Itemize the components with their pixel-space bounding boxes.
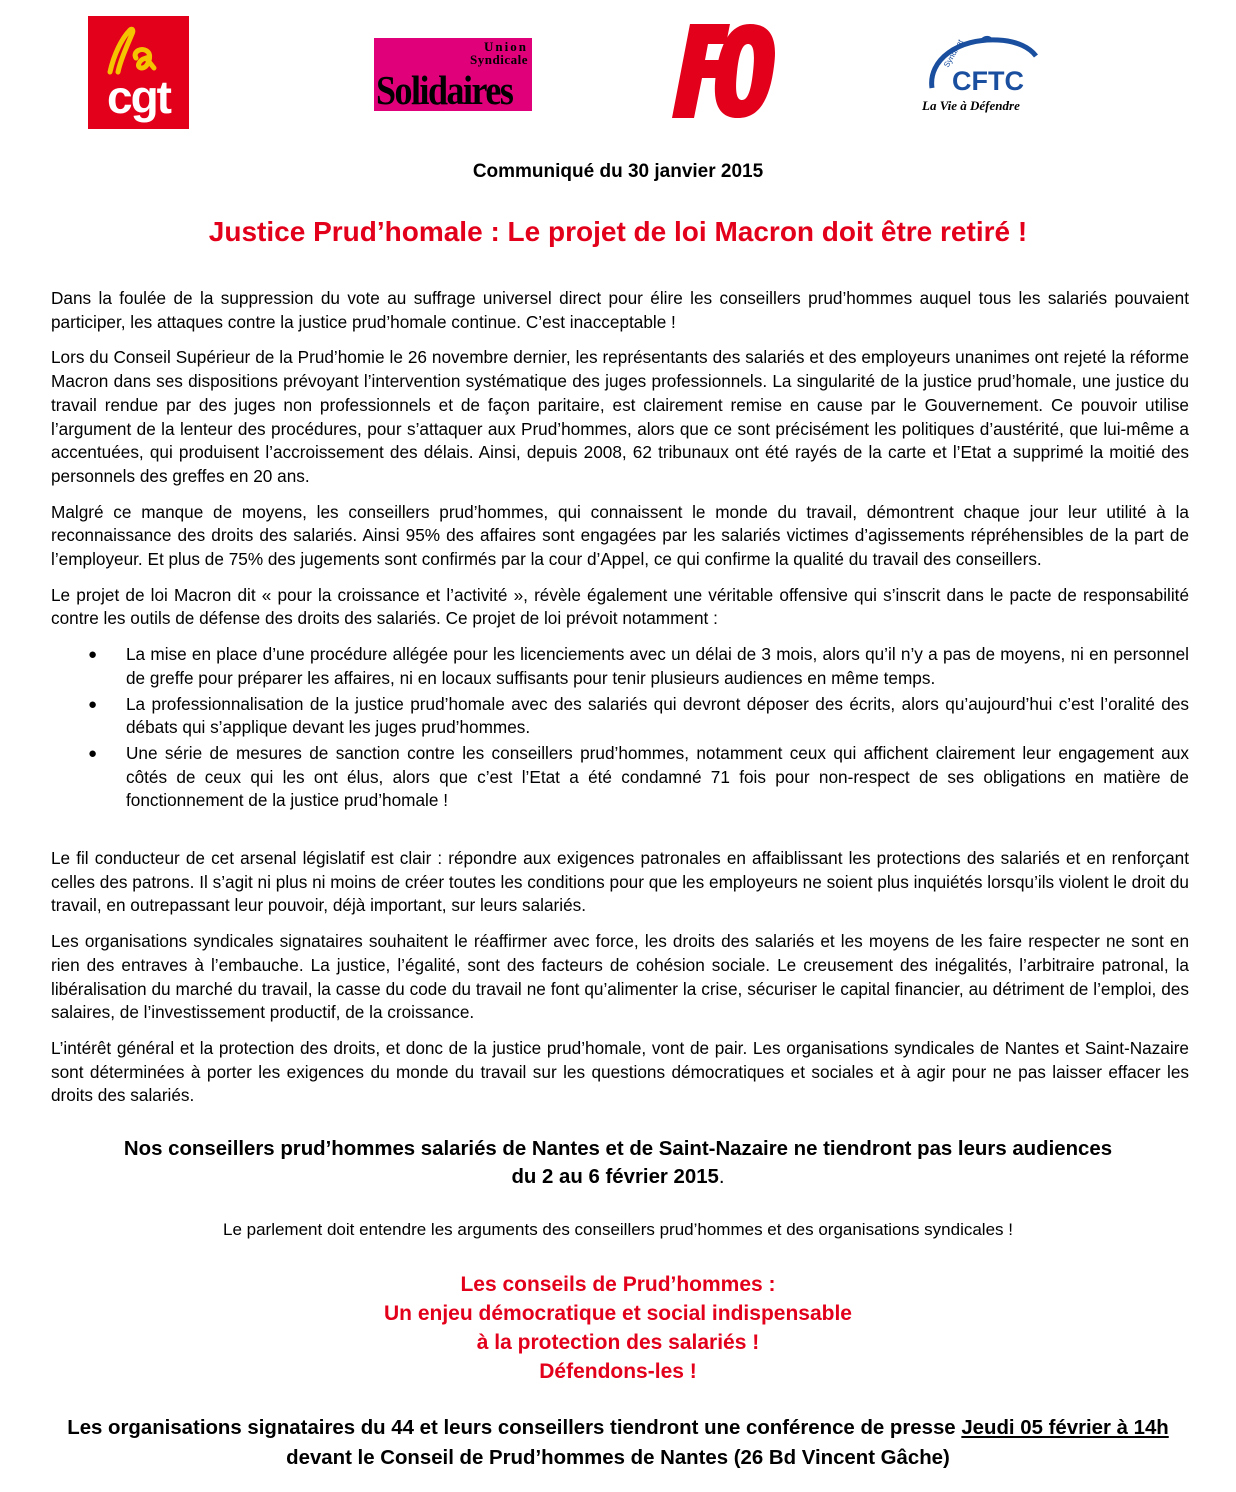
bullet-icon: ● bbox=[88, 695, 98, 713]
communique-date: Communiqué du 30 janvier 2015 bbox=[472, 161, 764, 182]
cftc-logo-icon bbox=[918, 30, 1050, 114]
paragraph-6: Les organisations syndicales signataires souhaitent le réaffirmer avec force, les droits des salariés et les moyens de les faire respecter ne sont en rien des entraves à l’embauche. La justice, l’égalité, sont des facteurs de cohésion sociale. Le creusement des inégalités, l’arbitraire patronal, la libéralisation du marché du travail, la casse du code du travail ne font qu’alimenter la crise, sécuriser le capital financier, au détriment de l’emploi, des salaires, de l’investissement productif, de la croissance. bbox=[51, 931, 1189, 1023]
bullet-list bbox=[51, 643, 1189, 813]
slogan-line-1: Les conseils de Prud’hommes : bbox=[460, 1273, 776, 1296]
press-date-time: Jeudi 05 février à 14h bbox=[961, 1417, 1169, 1439]
slogan-block bbox=[0, 1270, 1236, 1386]
announcement-period: . bbox=[718, 1166, 725, 1188]
fo-logo bbox=[672, 20, 778, 122]
list-item bbox=[51, 643, 1189, 690]
bullet-icon: ● bbox=[88, 646, 98, 664]
cgt-la-script-icon bbox=[96, 24, 182, 78]
cgt-logo bbox=[88, 16, 189, 129]
bullet-icon: ● bbox=[88, 744, 98, 762]
solidaires-name: Solidaires bbox=[376, 67, 513, 111]
announcement-dates: du 2 au 6 février 2015 bbox=[511, 1166, 719, 1188]
list-item bbox=[51, 742, 1189, 813]
slogan-line-2: Un enjeu démocratique et social indispensable bbox=[384, 1302, 852, 1325]
page-title: Justice Prud’homale : Le projet de loi Macron doit être retiré ! bbox=[208, 216, 1028, 247]
list-item-text: La professionnalisation de la justice prud’homale avec des salariés qui devront déposer des écrits, alors qu’aujourd’hui c’est l’oralité des débats qui s’applique devant les juges prud’hommes. bbox=[126, 693, 1189, 738]
announcement-line-1: Nos conseillers prud’hommes salariés de Nantes et de Saint-Nazaire ne tiendront pas leurs audiences bbox=[123, 1138, 1113, 1160]
cftc-logo bbox=[918, 30, 1050, 114]
paragraph-5: Le fil conducteur de cet arsenal législatif est clair : répondre aux exigences patronales en affaiblissant les protections des salariés et en renforçant celles des patrons. Il s’agit ni plus ni moins de créer toutes les conditions pour que les employeurs ne soient plus inquiétés lorsqu’ils violent le droit du travail, en outrepassant leur pouvoir, déjà important, sur leurs salariés. bbox=[51, 848, 1189, 916]
press-line-1 bbox=[40, 1413, 1196, 1443]
solidaires-union: Union bbox=[484, 39, 528, 54]
cftc-tagline: La Vie à Défendre bbox=[922, 98, 1020, 113]
paragraph-1: Dans la foulée de la suppression du vote au suffrage universel direct pour élire les conseillers prud’hommes auquel tous les salariés pouvaient participer, les attaques contre la justice prud’homale continue. C’est inacceptable ! bbox=[51, 288, 1189, 332]
communique-body bbox=[51, 287, 1189, 1120]
list-item-text: La mise en place d’une procédure allégée pour les licenciements avec un délai de 3 mois, alors qu’il n’y a pas de moyens, ni en personnel de greffe pour préparer les affaires, ni en locaux suffisants pour tenir plusieurs audiences en même temps. bbox=[126, 644, 1189, 688]
paragraph-7: L’intérêt général et la protection des droits, et donc de la justice prud’homale, vont de pair. Les organisations syndicales de Nantes et Saint-Nazaire sont déterminées à porter les exigences du monde du travail sur les questions démocratiques et sociales et à agir pour ne pas laisser effacer les droits des salariés. bbox=[51, 1037, 1189, 1106]
paragraph-2: Lors du Conseil Supérieur de la Prud’homie le 26 novembre dernier, les représentants des salariés et des employeurs unanimes ont rejeté la réforme Macron dans ses dispositions prévoyant l’intervention systématique des juges professionnels. La singularité de la justice prud’homale, une justice du travail rendue par des juges non professionnels et de façon paritaire, est clairement remise en cause par le Gouvernement. Ce pouvoir utilise l’argument de la lenteur des procédures, pour s’attaquer aux Prud’hommes, alors que ce sont précisément les politiques d’austérité, que lui-même a accentuées, qui produisent l’accroissement des délais. Ainsi, depuis 2008, 62 tribunaux ont été rayés de la carte et l’Etat a supprimé la moitié des personnels des greffes en 20 ans. bbox=[51, 347, 1189, 486]
slogan-line-4: Défendons-les ! bbox=[539, 1360, 697, 1383]
cftc-syndicat: Syndicat bbox=[941, 37, 966, 69]
announcement-line-2 bbox=[60, 1163, 1176, 1191]
list-item-text: Une série de mesures de sanction contre les conseillers prud’hommes, notamment ceux qui affichent clairement leur engagement aux côtés de ceux qui les ont élus, alors que c’est l’Etat a été condamné 71 fois pour non-respect de ses obligations en matière de fonctionnement de la justice prud’homale ! bbox=[126, 742, 1189, 811]
cftc-name: CFTC bbox=[952, 66, 1024, 96]
solidaires-logo bbox=[374, 38, 532, 111]
cgt-name: cgt bbox=[107, 71, 170, 123]
fo-logo-icon bbox=[672, 20, 778, 122]
paragraph-3: Malgré ce manque de moyens, les conseillers prud’hommes, qui connaissent le monde du travail, démontrent chaque jour leur utilité à la reconnaissance des droits des salariés. Ainsi 95% des affaires sont engagées par les salariés victimes d’agissements répréhensibles de la part de l’employeur. Et plus de 75% des jugements sont confirmés par la cour d’Appel, ce qui confirme la qualité du travail des conseillers. bbox=[51, 501, 1189, 570]
strike-announcement bbox=[60, 1135, 1176, 1191]
slogan-line-3: à la protection des salariés ! bbox=[476, 1331, 760, 1354]
list-item bbox=[51, 693, 1189, 740]
paragraph-4: Le projet de loi Macron dit « pour la croissance et l’activité », révèle également une véritable offensive qui s’inscrit dans le pacte de responsabilité contre les outils de défense des droits des salariés. Ce projet de loi prévoit notamment : bbox=[51, 584, 1189, 629]
parlement-note: Le parlement doit entendre les arguments des conseillers prud’hommes et des organisations syndicales ! bbox=[223, 1220, 1013, 1239]
press-conference bbox=[40, 1413, 1196, 1473]
solidaires-syndicale: Syndicale bbox=[470, 52, 528, 67]
press-text: Les organisations signataires du 44 et leurs conseillers tiendront une conférence de presse bbox=[67, 1417, 962, 1439]
press-line-2: devant le Conseil de Prud’hommes de Nantes (26 Bd Vincent Gâche) bbox=[286, 1447, 950, 1469]
